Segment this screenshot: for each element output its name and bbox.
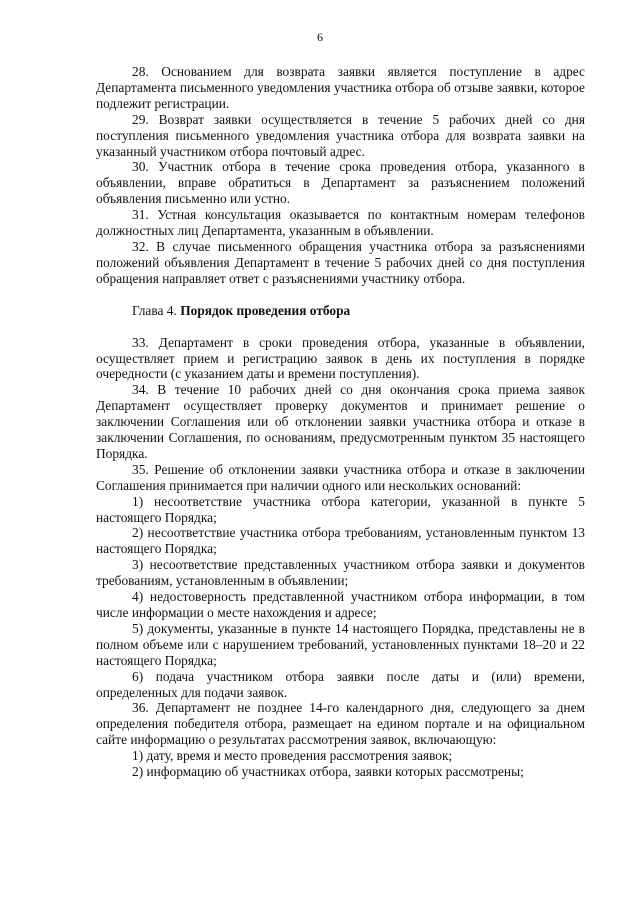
spacer xyxy=(96,319,585,335)
paragraph-28: 28. Основанием для возврата заявки является поступление в адрес Департамента письменного уведомления участника отбора об отзыве заявки, которое подлежит регистрации. xyxy=(96,64,585,111)
paragraph-32: 32. В случае письменного обращения участника отбора за разъяснениями положений объявления Департамент в течение 5 рабочих дней со дня поступления обращения направляет ответ с разъяснениями участнику отбора. xyxy=(96,238,585,286)
page-number: 6 xyxy=(317,30,323,44)
list-item-35-3: 3) несоответствие представленных участником отбора заявки и документов требованиям, установленным в объявлении; xyxy=(96,557,585,589)
list-item-36-2: 2) информацию об участниках отбора, заявки которых рассмотрены; xyxy=(132,764,524,780)
paragraph-35: 35. Решение об отклонении заявки участника отбора и отказе в заключении Соглашения принимается при наличии одного или нескольких оснований: xyxy=(96,461,585,493)
list-item-35-5: 5) документы, указанные в пункте 14 настоящего Порядка, представлены не в полном объеме или с нарушением требований, установленных пунктами 18–20 и 22 настоящего Порядка; xyxy=(96,620,585,668)
paragraph-36: 36. Департамент не позднее 14-го календарного дня, следующего за днем определения победителя отбора, размещает на едином портале и на официальном сайте информацию о результатах рассмотрения заявок, включающую: xyxy=(96,700,585,748)
chapter-prefix: Глава 4. xyxy=(132,302,177,318)
list-item-35-1: 1) несоответствие участника отбора категории, указанной в пункте 5 настоящего Порядка; xyxy=(96,493,585,525)
paragraph-34: 34. В течение 10 рабочих дней со дня окончания срока приема заявок Департамент осуществляет проверку документов и принимает решение о заключении Соглашения или об отклонении заявки участника отбора и отказе в заключении Соглашения, по основаниям, предусмотренным пунктом 35 настоящего Порядка. xyxy=(96,382,585,461)
list-item-36-1: 1) дату, время и место проведения рассмотрения заявок; xyxy=(132,748,453,764)
list-item-35-2: 2) несоответствие участника отбора требованиям, установленным пунктом 13 настоящего Порядка; xyxy=(96,525,585,557)
paragraph-33: 33. Департамент в сроки проведения отбора, указанные в объявлении, осуществляет прием и регистрацию заявок в день их поступления в порядке очередности (с указанием даты и времени поступления). xyxy=(96,334,585,382)
chapter-title: Порядок проведения отбора xyxy=(180,302,351,318)
paragraph-30: 30. Участник отбора в течение срока проведения отбора, указанного в объявлении, вправе обратиться в Департамент за разъяснением положений объявления письменно или устно. xyxy=(96,159,585,207)
paragraph-29: 29. Возврат заявки осуществляется в течение 5 рабочих дней со дня поступления письменного уведомления участника отбора для возврата заявки на указанный участником отбора почтовый адрес. xyxy=(96,111,585,159)
chapter-heading xyxy=(96,303,585,319)
spacer xyxy=(96,287,585,303)
paragraph-31: 31. Устная консультация оказывается по контактным номерам телефонов должностных лиц Департамента, указанным в объявлении. xyxy=(96,207,585,239)
list-item-35-6: 6) подача участником отбора заявки после даты и (или) времени, определенных для подачи заявок. xyxy=(96,668,585,700)
list-item-35-4: 4) недостоверность представленной участником отбора информации, в том числе информации о месте нахождения и адресе; xyxy=(96,589,585,620)
document-body xyxy=(96,64,585,780)
